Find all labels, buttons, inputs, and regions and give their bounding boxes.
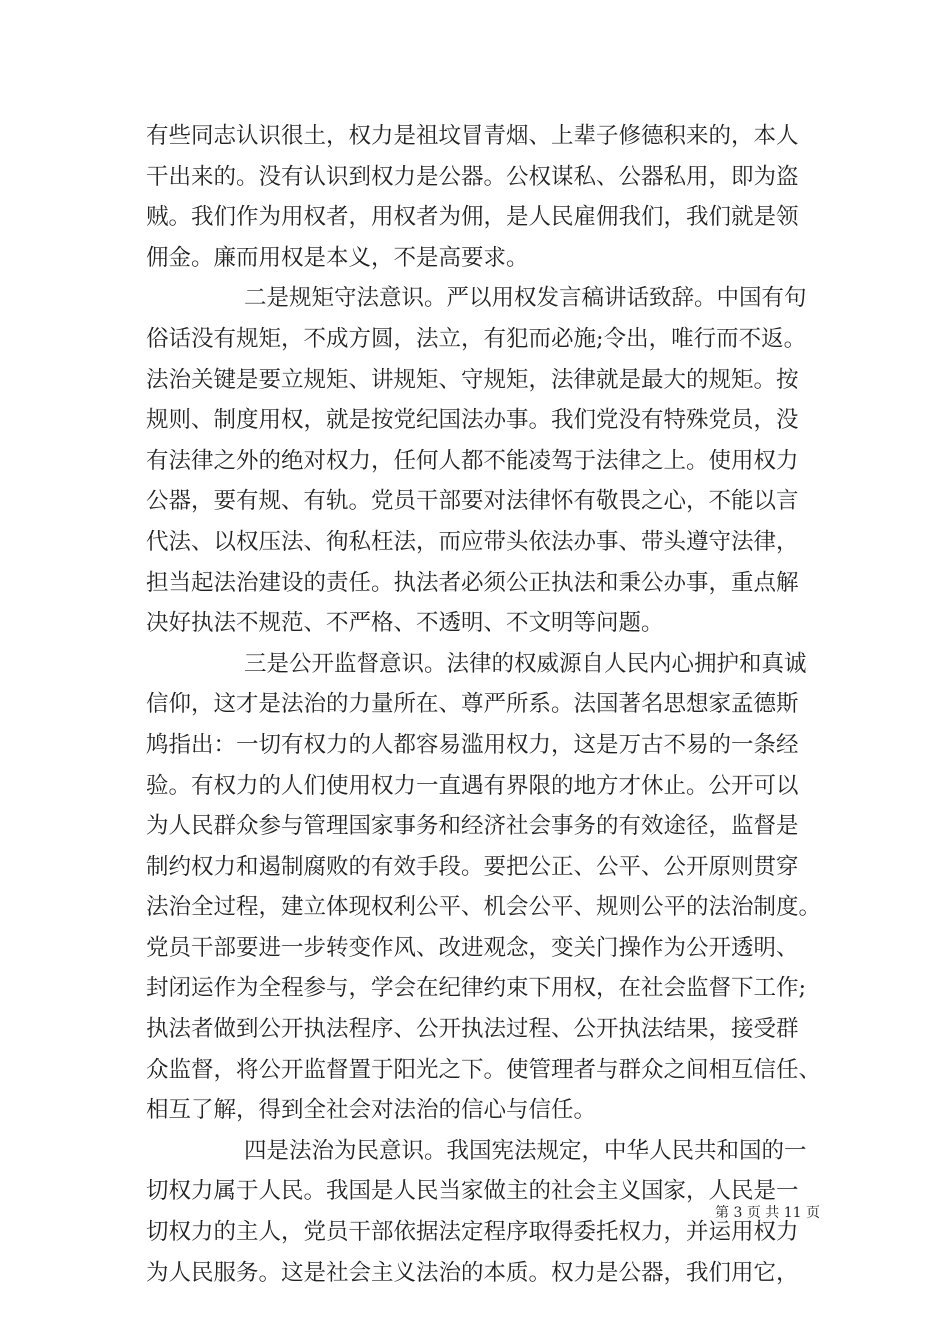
text-line: 切权力的主人，党员干部依据法定程序取得委托权力，并运用权力: [146, 1219, 799, 1246]
text-line: 有法律之外的绝对权力，任何人都不能凌驾于法律之上。使用权力: [146, 447, 799, 474]
text-line: 二是规矩守法意识。严以用权发言稿讲话致辞。中国有句: [244, 285, 807, 312]
text-line: 法治关键是要立规矩、讲规矩、守规矩，法律就是最大的规矩。按: [146, 366, 799, 393]
text-line: 切权力属于人民。我国是人民当家做主的社会主义国家，人民是一: [146, 1178, 799, 1205]
paragraph-1: [146, 116, 826, 278]
paragraph-3: [146, 644, 826, 1131]
text-line: 验。有权力的人们使用权力一直遇有界限的地方才休止。公开可以: [146, 772, 799, 799]
text-line: 贼。我们作为用权者，用权者为佣，是人民雇佣我们，我们就是领: [146, 204, 799, 231]
text-line: 佣金。廉而用权是本义，不是高要求。: [146, 244, 529, 271]
text-line: 执法者做到公开执法程序、公开执法过程、公开执法结果，接受群: [146, 1016, 799, 1043]
text-line: 俗话没有规矩，不成方圆，法立，有犯而必施;令出，唯行而不返。: [146, 325, 807, 352]
text-line: 有些同志认识很土，权力是祖坟冒青烟、上辈子修德积来的，本人: [146, 123, 799, 149]
page-number-footer: 第 3 页 共 11 页: [715, 1205, 820, 1221]
text-line: 为人民群众参与管理国家事务和经济社会事务的有效途径，监督是: [146, 813, 799, 840]
text-line: 众监督，将公开监督置于阳光之下。使管理者与群众之间相互信任、: [146, 1056, 822, 1083]
document-body: [146, 116, 826, 1293]
paragraph-2: [146, 278, 826, 643]
text-line: 三是公开监督意识。法律的权威源自人民内心拥护和真诚: [244, 650, 807, 677]
text-line: 为人民服务。这是社会主义法治的本质。权力是公器，我们用它，: [146, 1259, 799, 1286]
text-line: 干出来的。没有认识到权力是公器。公权谋私、公器私用，即为盗: [146, 163, 799, 190]
text-line: 党员干部要进一步转变作风、改进观念，变关门操作为公开透明、: [146, 934, 799, 961]
text-line: 决好执法不规范、不严格、不透明、不文明等问题。: [146, 610, 664, 637]
text-line: 封闭运作为全程参与，学会在纪律约束下用权，在社会监督下工作;: [146, 975, 807, 1002]
text-line: 代法、以权压法、徇私枉法，而应带头依法办事、带头遵守法律，: [146, 528, 799, 555]
text-line: 法治全过程，建立体现权利公平、机会公平、规则公平的法治制度。: [146, 894, 822, 921]
text-line: 制约权力和遏制腐败的有效手段。要把公正、公平、公开原则贯穿: [146, 853, 799, 880]
text-line: 公器，要有规、有轨。党员干部要对法律怀有敬畏之心，不能以言: [146, 488, 799, 515]
text-line: 鸠指出：一切有权力的人都容易滥用权力，这是万古不易的一条经: [146, 731, 799, 758]
text-line: 规则、制度用权，就是按党纪国法办事。我们党没有特殊党员，没: [146, 407, 799, 434]
text-line: 信仰，这才是法治的力量所在、尊严所系。法国著名思想家孟德斯: [146, 691, 799, 718]
text-line: 担当起法治建设的责任。执法者必须公正执法和秉公办事，重点解: [146, 569, 799, 596]
text-line: 四是法治为民意识。我国宪法规定，中华人民共和国的一: [244, 1137, 807, 1164]
text-line: 相互了解，得到全社会对法治的信心与信任。: [146, 1097, 597, 1124]
